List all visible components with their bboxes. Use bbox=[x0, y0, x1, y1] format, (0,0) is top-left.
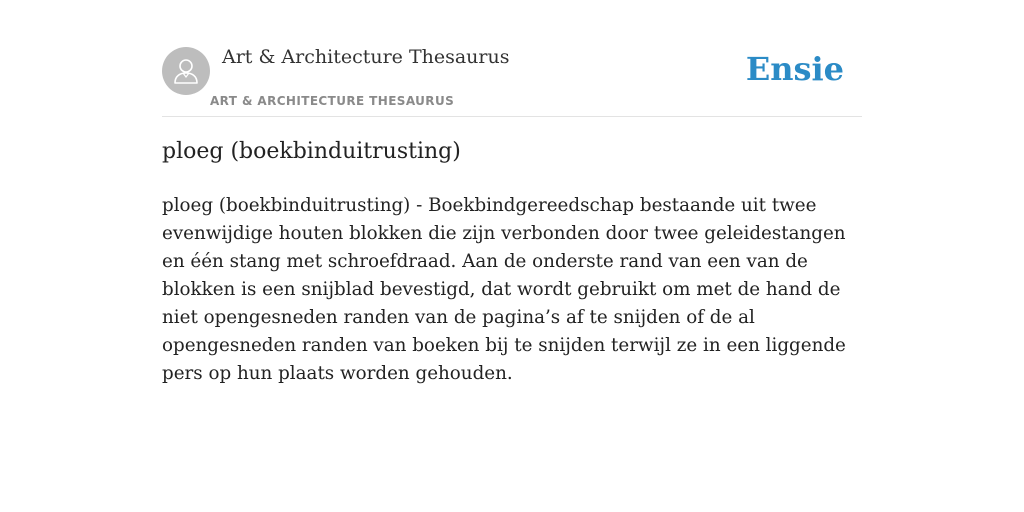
source-header bbox=[162, 0, 862, 117]
definition-text: ploeg (boekbinduitrusting) - Boekbindgereedschap bestaande uit twee evenwijdige houten blokken die zijn verbonden door twee geleidestangen en één stang met schroefdraad. Aan de onderste rand van een van de blokken is een snijblad bevestigd, dat wordt gebruikt om met de hand de niet opengesneden randen van de pagina’s af te snijden of de al opengesneden randen van boeken bij te snijden terwijl ze in een liggende pers op hun plaats worden gehouden. bbox=[162, 195, 846, 384]
source-avatar[interactable] bbox=[162, 47, 210, 95]
source-title-link[interactable]: Art & Architecture Thesaurus bbox=[222, 46, 510, 68]
content-container bbox=[162, 0, 862, 384]
page-title: ploeg (boekbinduitrusting) bbox=[162, 139, 461, 164]
source-subtitle[interactable]: ART & ARCHITECTURE THESAURUS bbox=[210, 94, 455, 108]
ensie-logo[interactable]: Ensie bbox=[745, 50, 844, 88]
user-icon bbox=[171, 56, 201, 86]
